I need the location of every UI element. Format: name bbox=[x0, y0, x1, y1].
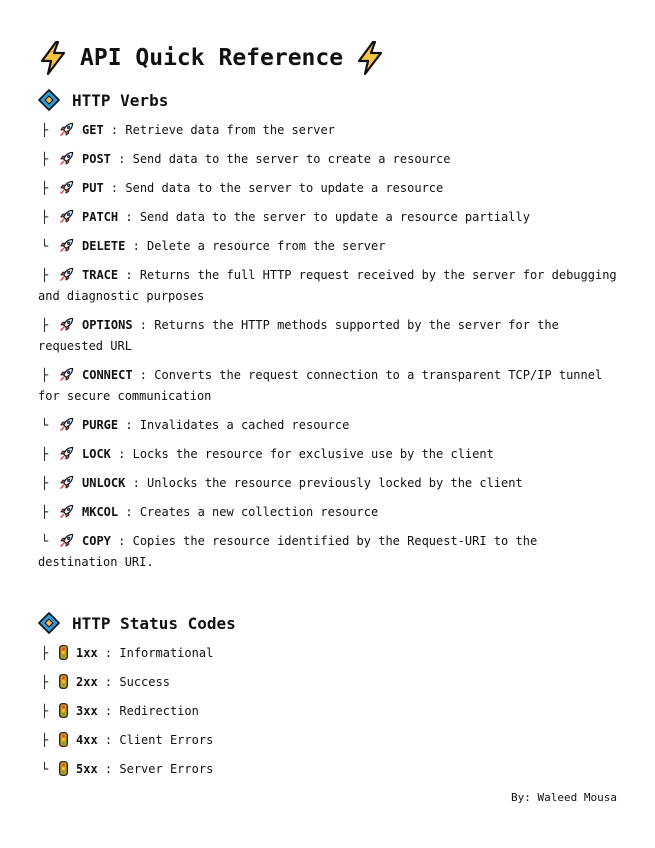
separator: : bbox=[103, 181, 126, 195]
verb-item bbox=[38, 473, 618, 494]
separator: : bbox=[110, 152, 133, 166]
verb-term: COPY bbox=[82, 534, 111, 548]
rocket-icon bbox=[59, 180, 74, 195]
status-code-description: Client Errors bbox=[119, 733, 214, 747]
tree-branch: ├ bbox=[41, 268, 49, 282]
verb-description: Locks the resource for exclusive use by the client bbox=[132, 447, 494, 461]
verb-item bbox=[38, 365, 618, 407]
blue-diamond-icon bbox=[38, 612, 60, 634]
reference-page bbox=[38, 38, 618, 788]
tree-branch: ├ bbox=[41, 152, 49, 166]
verb-description: Send data to the server to update a resource partially bbox=[139, 210, 530, 224]
verb-description: Send data to the server to create a resource bbox=[132, 152, 451, 166]
rocket-icon bbox=[59, 122, 74, 137]
rocket-icon bbox=[59, 367, 74, 382]
verb-term: PATCH bbox=[82, 210, 119, 224]
status-heading-text: HTTP Status Codes bbox=[72, 613, 236, 633]
status-heading bbox=[38, 611, 618, 635]
status-code-item bbox=[38, 672, 618, 693]
rocket-icon bbox=[59, 417, 74, 432]
lightning-bolt-icon bbox=[355, 41, 385, 75]
verb-item bbox=[38, 415, 618, 436]
rocket-icon bbox=[59, 238, 74, 253]
traffic-light-icon bbox=[59, 732, 68, 747]
status-code-term: 5xx bbox=[76, 762, 98, 776]
tree-branch: ├ bbox=[41, 447, 49, 461]
traffic-light-icon bbox=[59, 645, 68, 660]
separator: : bbox=[97, 762, 120, 776]
verb-item bbox=[38, 315, 618, 357]
verbs-heading-text: HTTP Verbs bbox=[72, 90, 169, 110]
verb-term: PURGE bbox=[82, 418, 119, 432]
status-code-term: 3xx bbox=[76, 704, 98, 718]
author-credit: By: Waleed Mousa bbox=[511, 791, 617, 804]
blue-diamond-icon bbox=[38, 89, 60, 111]
tree-branch: └ bbox=[41, 239, 49, 253]
tree-branch: ├ bbox=[41, 181, 49, 195]
separator: : bbox=[118, 418, 140, 432]
verb-term: LOCK bbox=[82, 447, 111, 461]
rocket-icon bbox=[59, 209, 74, 224]
separator: : bbox=[118, 268, 140, 282]
tree-branch: ├ bbox=[41, 368, 49, 382]
verb-term: TRACE bbox=[82, 268, 119, 282]
status-code-description: Redirection bbox=[119, 704, 199, 718]
page-title-text: API Quick Reference bbox=[80, 45, 344, 71]
tree-branch: ├ bbox=[41, 646, 49, 660]
tree-branch: ├ bbox=[41, 704, 49, 718]
verb-term: MKCOL bbox=[82, 505, 119, 519]
rocket-icon bbox=[59, 267, 74, 282]
tree-branch: ├ bbox=[41, 476, 49, 490]
separator: : bbox=[103, 123, 126, 137]
status-code-term: 2xx bbox=[76, 675, 98, 689]
separator: : bbox=[110, 447, 133, 461]
tree-branch: └ bbox=[41, 418, 49, 432]
tree-branch: └ bbox=[41, 534, 49, 548]
status-code-term: 1xx bbox=[76, 646, 98, 660]
verb-item bbox=[38, 444, 618, 465]
separator: : bbox=[132, 318, 155, 332]
traffic-light-icon bbox=[59, 674, 68, 689]
traffic-light-icon bbox=[59, 761, 68, 776]
verb-term: CONNECT bbox=[82, 368, 133, 382]
verbs-list bbox=[38, 120, 618, 573]
separator: : bbox=[110, 534, 133, 548]
tree-branch: ├ bbox=[41, 733, 49, 747]
tree-branch: ├ bbox=[41, 675, 49, 689]
tree-branch: └ bbox=[41, 762, 49, 776]
rocket-icon bbox=[59, 475, 74, 490]
verb-description: Send data to the server to update a resource bbox=[125, 181, 444, 195]
separator: : bbox=[132, 368, 155, 382]
verb-description: Returns the HTTP methods supported by the server for the requested URL bbox=[38, 318, 559, 353]
status-code-term: 4xx bbox=[76, 733, 98, 747]
separator: : bbox=[118, 210, 140, 224]
verb-item bbox=[38, 502, 618, 523]
verb-description: Invalidates a cached resource bbox=[139, 418, 350, 432]
rocket-icon bbox=[59, 446, 74, 461]
tree-branch: ├ bbox=[41, 210, 49, 224]
rocket-icon bbox=[59, 317, 74, 332]
verbs-heading bbox=[38, 88, 618, 112]
separator: : bbox=[125, 476, 148, 490]
section-spacer bbox=[38, 581, 618, 611]
verb-description: Unlocks the resource previously locked by the client bbox=[147, 476, 523, 490]
tree-branch: ├ bbox=[41, 123, 49, 137]
verb-description: Creates a new collection resource bbox=[139, 505, 379, 519]
lightning-bolt-icon bbox=[38, 41, 68, 75]
status-code-item bbox=[38, 701, 618, 722]
tree-branch: ├ bbox=[41, 505, 49, 519]
separator: : bbox=[97, 675, 120, 689]
status-code-description: Informational bbox=[119, 646, 214, 660]
separator: : bbox=[125, 239, 148, 253]
status-list bbox=[38, 643, 618, 780]
verb-item bbox=[38, 120, 618, 141]
separator: : bbox=[97, 704, 120, 718]
tree-branch: ├ bbox=[41, 318, 49, 332]
verb-description: Converts the request connection to a transparent TCP/IP tunnel for secure communication bbox=[38, 368, 603, 403]
status-code-item bbox=[38, 759, 618, 780]
verb-description: Copies the resource identified by the Request-URI to the destination URI. bbox=[38, 534, 538, 569]
verb-item bbox=[38, 265, 618, 307]
verb-item bbox=[38, 531, 618, 573]
separator: : bbox=[118, 505, 140, 519]
verb-term: OPTIONS bbox=[82, 318, 133, 332]
verb-description: Delete a resource from the server bbox=[147, 239, 386, 253]
verb-term: UNLOCK bbox=[82, 476, 126, 490]
rocket-icon bbox=[59, 151, 74, 166]
status-code-item bbox=[38, 643, 618, 664]
rocket-icon bbox=[59, 504, 74, 519]
verb-term: PUT bbox=[82, 181, 104, 195]
status-code-description: Server Errors bbox=[119, 762, 214, 776]
status-code-description: Success bbox=[119, 675, 170, 689]
rocket-icon bbox=[59, 533, 74, 548]
verb-item bbox=[38, 149, 618, 170]
separator: : bbox=[97, 646, 120, 660]
verb-term: DELETE bbox=[82, 239, 126, 253]
verb-item bbox=[38, 178, 618, 199]
verb-description: Returns the full HTTP request received by the server for debugging and diagnostic purposes bbox=[38, 268, 617, 303]
separator: : bbox=[97, 733, 120, 747]
page-title bbox=[38, 38, 618, 78]
verb-item bbox=[38, 207, 618, 228]
verb-item bbox=[38, 236, 618, 257]
verb-term: GET bbox=[82, 123, 104, 137]
traffic-light-icon bbox=[59, 703, 68, 718]
verb-term: POST bbox=[82, 152, 111, 166]
verb-description: Retrieve data from the server bbox=[125, 123, 335, 137]
status-code-item bbox=[38, 730, 618, 751]
